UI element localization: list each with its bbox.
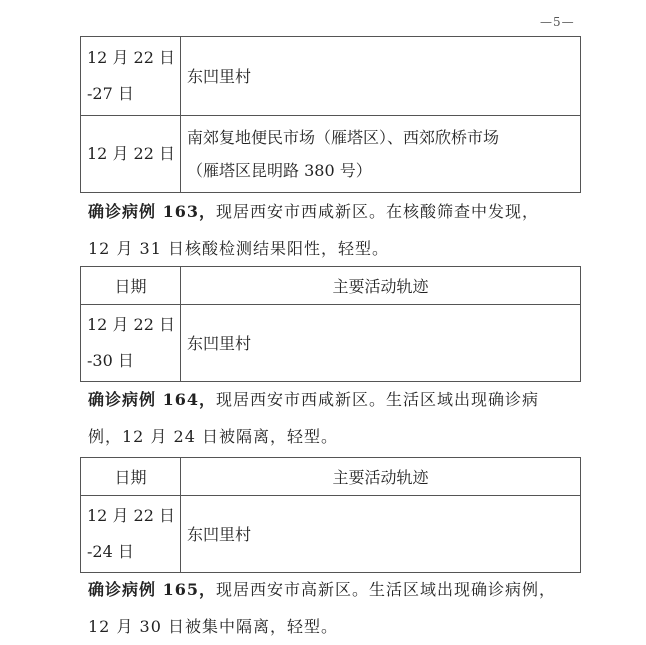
itinerary-table [80,457,581,573]
date-cell: 12 月 22 日 -30 日 [81,305,181,382]
page-number: —5— [540,15,575,29]
table-row [81,37,581,116]
table-row [81,305,581,382]
table-row [81,496,581,573]
case-paragraph-163: 确诊病例 163，现居西安市西咸新区。在核酸筛查中发现， 12 月 31 日核酸检测结果阳性，轻型。 [88,202,539,258]
date-cell: 12 月 22 日 -24 日 [81,496,181,573]
itinerary-table [80,266,581,382]
track-cell: 东凹里村 [181,37,581,116]
column-header-track: 主要活动轨迹 [181,458,581,496]
case-paragraph-165: 确诊病例 165，现居西安市高新区。生活区域出现确诊病例， 12 月 30 日被集中隔离，轻型。 [88,580,556,636]
column-header-date: 日期 [81,458,181,496]
itinerary-table [80,36,581,193]
track-cell: 东凹里村 [181,305,581,382]
table-header-row [81,267,581,305]
case-label: 确诊病例 164， [88,390,216,409]
column-header-date: 日期 [81,267,181,305]
table-row [81,116,581,193]
case-label: 确诊病例 163， [88,202,216,221]
track-cell: 东凹里村 [181,496,581,573]
track-cell: 南郊复地便民市场（雁塔区）、西郊欣桥市场 （雁塔区昆明路 380 号） [181,116,581,193]
table-header-row [81,458,581,496]
case-paragraph-164: 确诊病例 164，现居西安市西咸新区。生活区域出现确诊病 例，12 月 24 日被隔离，轻型。 [88,390,539,446]
case-label: 确诊病例 165， [88,580,216,599]
date-cell: 12 月 22 日 -27 日 [81,37,181,116]
date-cell: 12 月 22 日 [81,116,181,193]
column-header-track: 主要活动轨迹 [181,267,581,305]
